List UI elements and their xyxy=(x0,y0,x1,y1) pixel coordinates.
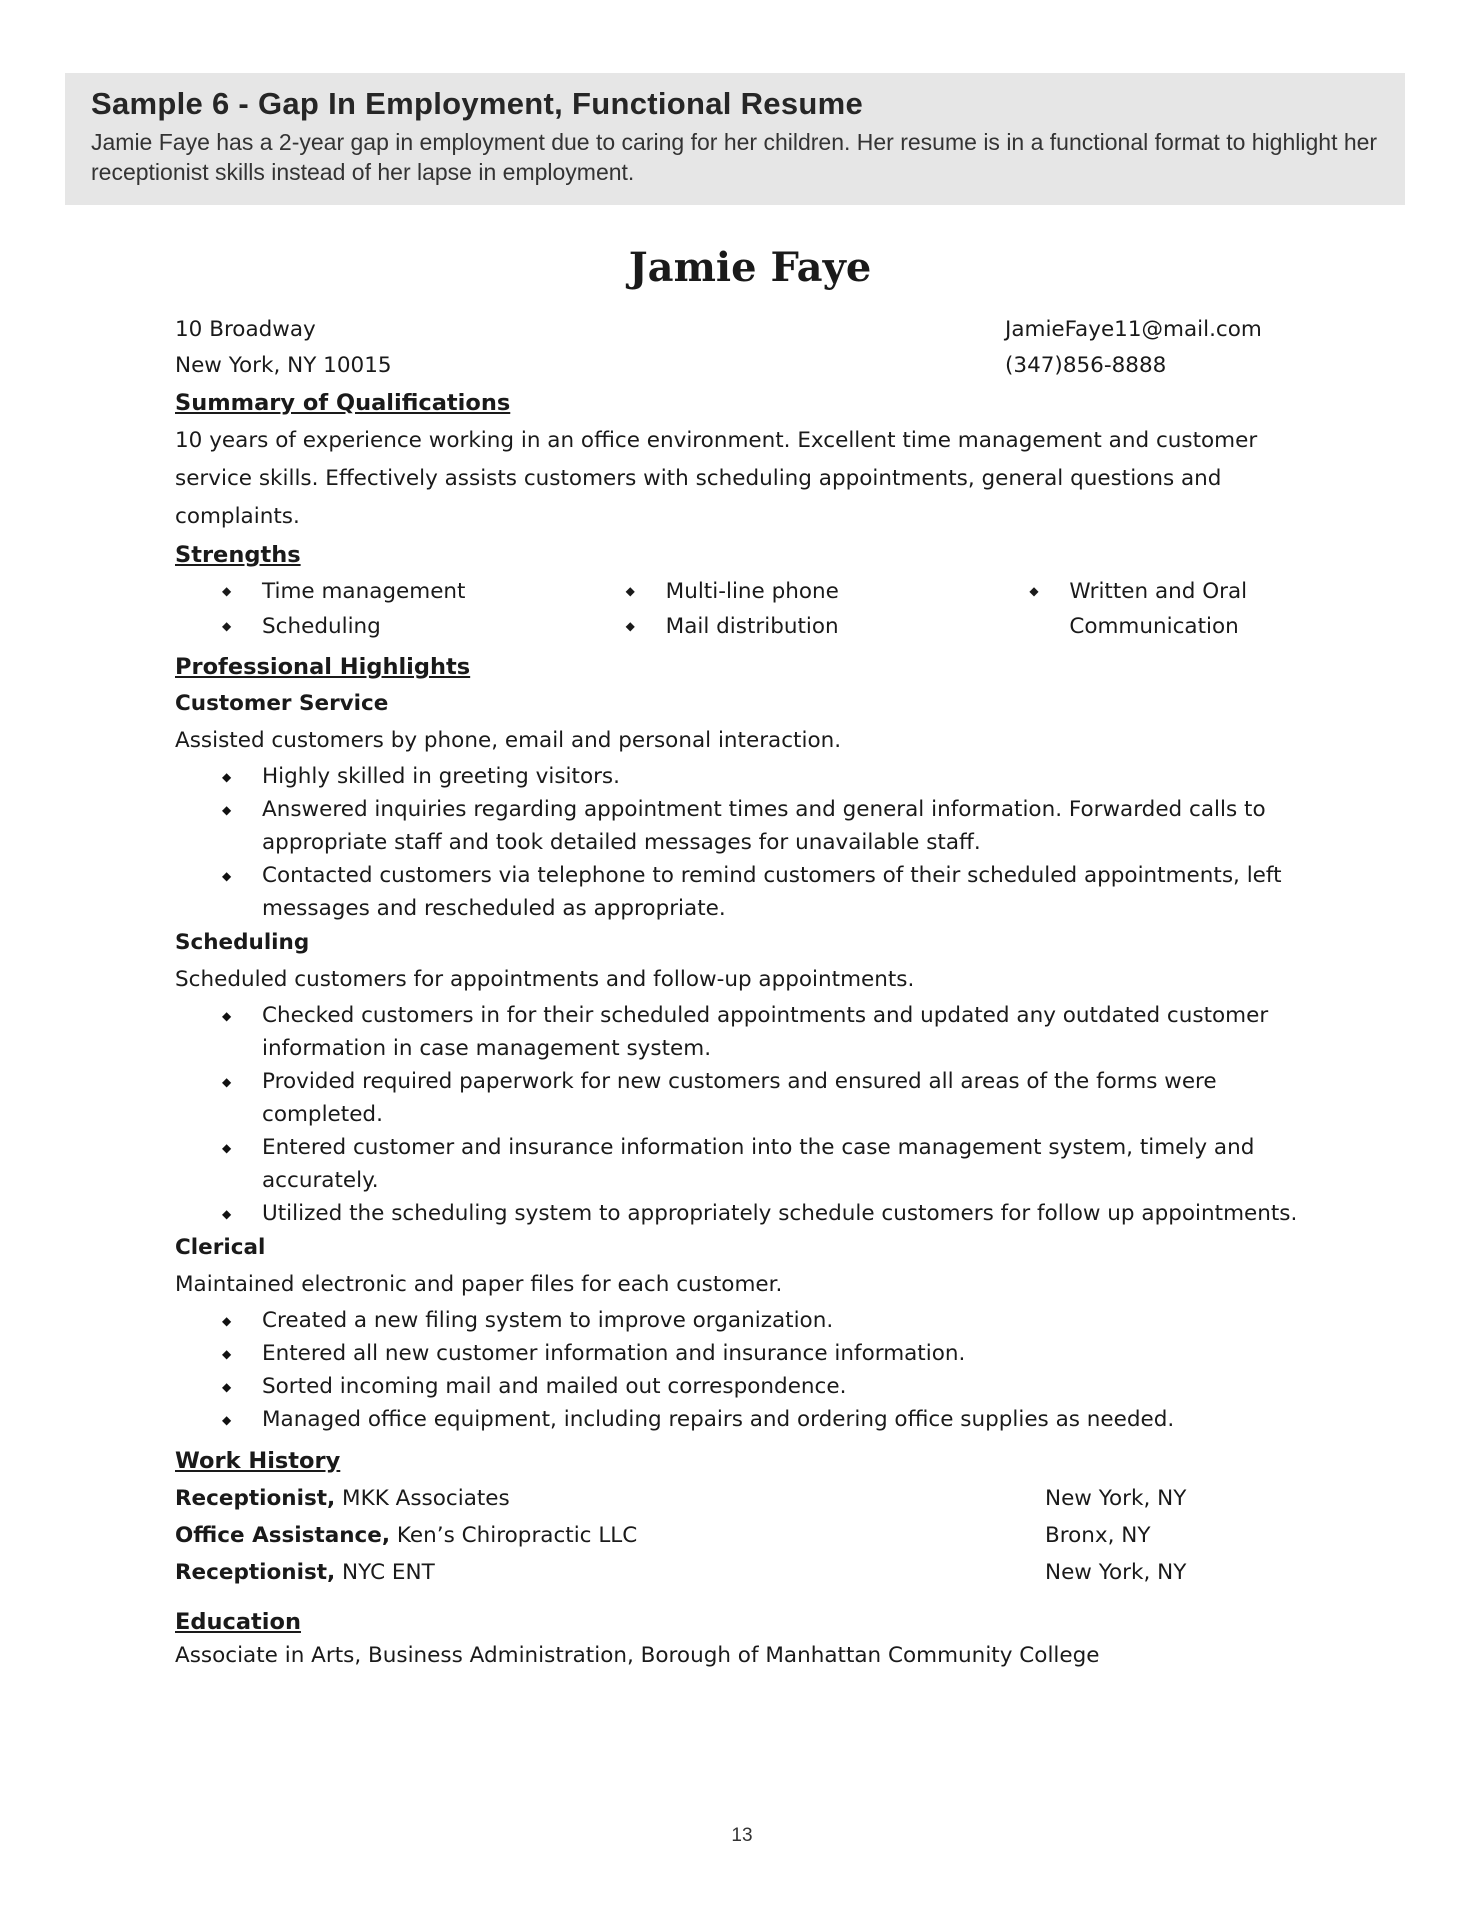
address-line-1: 10 Broadway xyxy=(175,317,316,342)
strength-label: Multi-line phone xyxy=(665,579,839,604)
diamond-bullet-icon: ◆ xyxy=(222,1347,232,1361)
diamond-bullet-icon: ◆ xyxy=(222,584,232,598)
strengths-grid xyxy=(175,574,1325,644)
job-title: Receptionist, xyxy=(175,1560,336,1585)
strength-label: Time management xyxy=(262,579,466,604)
job-entry xyxy=(175,1517,637,1554)
list-item-text: Sorted incoming mail and mailed out correspondence. xyxy=(262,1374,847,1399)
list-item-text: Entered all new customer information and insurance information. xyxy=(262,1341,966,1366)
clerical-intro: Maintained electronic and paper files for each customer. xyxy=(175,1272,783,1297)
strength-label: Mail distribution xyxy=(665,614,839,639)
diamond-bullet-icon: ◆ xyxy=(222,1009,232,1023)
scheduling-title: Scheduling xyxy=(175,930,310,955)
diamond-bullet-icon: ◆ xyxy=(222,1207,232,1221)
job-entry xyxy=(175,1554,435,1591)
job-employer: NYC ENT xyxy=(342,1560,435,1585)
list-item xyxy=(222,999,1325,1065)
summary-heading: Summary of Qualifications xyxy=(175,390,511,416)
strength-item xyxy=(1029,574,1325,644)
diamond-bullet-icon: ◆ xyxy=(222,803,232,817)
work-history-row xyxy=(175,1517,1325,1554)
diamond-bullet-icon: ◆ xyxy=(625,619,635,633)
resume xyxy=(175,238,1325,1671)
list-item-text: Provided required paperwork for new customers and ensured all areas of the forms were completed. xyxy=(262,1069,1217,1127)
diamond-bullet-icon: ◆ xyxy=(625,584,635,598)
work-history-heading: Work History xyxy=(175,1448,341,1474)
job-employer: MKK Associates xyxy=(342,1486,510,1511)
page-number: 13 xyxy=(731,1825,753,1846)
list-item-text: Entered customer and insurance information into the case management system, timely and accurately. xyxy=(262,1135,1255,1193)
job-location: New York, NY xyxy=(1045,1560,1187,1585)
job-title: Receptionist, xyxy=(175,1486,336,1511)
sample-banner xyxy=(65,73,1405,205)
list-item-text: Utilized the scheduling system to appropriately schedule customers for follow up appointments. xyxy=(262,1201,1298,1226)
list-item-text: Created a new filing system to improve organization. xyxy=(262,1308,834,1333)
contact-row-1 xyxy=(175,312,1325,348)
list-item xyxy=(222,793,1325,859)
strength-item xyxy=(625,574,983,609)
strengths-column-3 xyxy=(982,574,1325,644)
email: JamieFaye11@mail.com xyxy=(1005,317,1262,342)
strengths-heading: Strengths xyxy=(175,542,301,568)
list-item xyxy=(222,1131,1325,1197)
strength-label: Scheduling xyxy=(262,614,381,639)
banner-title: Sample 6 - Gap In Employment, Functional Resume xyxy=(91,86,864,121)
diamond-bullet-icon: ◆ xyxy=(222,1413,232,1427)
diamond-bullet-icon: ◆ xyxy=(1029,584,1039,598)
strength-item xyxy=(222,609,579,644)
diamond-bullet-icon: ◆ xyxy=(222,1314,232,1328)
diamond-bullet-icon: ◆ xyxy=(222,1075,232,1089)
diamond-bullet-icon: ◆ xyxy=(222,770,232,784)
highlights-heading: Professional Highlights xyxy=(175,654,471,680)
phone: (347)856-8888 xyxy=(1005,353,1167,378)
list-item-text: Highly skilled in greeting visitors. xyxy=(262,764,620,789)
list-item xyxy=(222,760,1325,793)
strength-label: Written and Oral Communication xyxy=(1069,579,1248,639)
list-item xyxy=(222,1403,1325,1436)
diamond-bullet-icon: ◆ xyxy=(222,1141,232,1155)
summary-text: 10 years of experience working in an office environment. Excellent time management and customer service skills. Effectively assists customers with scheduling appointments, general questions and complaints. xyxy=(175,428,1258,529)
strength-item xyxy=(625,609,983,644)
clerical-list xyxy=(175,1304,1325,1436)
list-item-text: Managed office equipment, including repairs and ordering office supplies as needed. xyxy=(262,1407,1175,1432)
work-history-row xyxy=(175,1480,1325,1517)
customer-service-intro: Assisted customers by phone, email and personal interaction. xyxy=(175,728,842,753)
job-entry xyxy=(175,1480,510,1517)
list-item xyxy=(222,1197,1325,1230)
clerical-title: Clerical xyxy=(175,1235,266,1260)
scheduling-intro: Scheduled customers for appointments and follow-up appointments. xyxy=(175,967,915,992)
list-item xyxy=(222,1304,1325,1337)
banner-description: Jamie Faye has a 2-year gap in employment due to caring for her children. Her resume is in a functional format to highlight her receptionist skills instead of her lapse in employment. xyxy=(91,129,1378,185)
list-item xyxy=(222,1370,1325,1403)
diamond-bullet-icon: ◆ xyxy=(222,1380,232,1394)
education-text: Associate in Arts, Business Administration, Borough of Manhattan Community College xyxy=(175,1643,1100,1668)
list-item-text: Answered inquiries regarding appointment times and general information. Forwarded calls to appropriate staff and took detailed messages for unavailable staff. xyxy=(262,797,1266,855)
work-history-row xyxy=(175,1554,1325,1591)
list-item xyxy=(222,859,1325,925)
list-item-text: Checked customers in for their scheduled appointments and updated any outdated customer information in case management system. xyxy=(262,1003,1269,1061)
strength-item xyxy=(222,574,579,609)
list-item xyxy=(222,1065,1325,1131)
address-line-2: New York, NY 10015 xyxy=(175,353,392,378)
job-employer: Ken’s Chiropractic LLC xyxy=(396,1523,638,1548)
job-location: New York, NY xyxy=(1045,1486,1187,1511)
diamond-bullet-icon: ◆ xyxy=(222,619,232,633)
contact-row-2 xyxy=(175,348,1325,384)
job-location: Bronx, NY xyxy=(1045,1523,1151,1548)
customer-service-title: Customer Service xyxy=(175,691,389,716)
resume-name: Jamie Faye xyxy=(628,244,872,291)
customer-service-list xyxy=(175,760,1325,925)
diamond-bullet-icon: ◆ xyxy=(222,869,232,883)
education-heading: Education xyxy=(175,1609,301,1635)
strengths-column-1 xyxy=(175,574,579,644)
list-item-text: Contacted customers via telephone to remind customers of their scheduled appointments, left messages and rescheduled as appropriate. xyxy=(262,863,1282,921)
scheduling-list xyxy=(175,999,1325,1230)
strengths-column-2 xyxy=(579,574,983,644)
list-item xyxy=(222,1337,1325,1370)
job-title: Office Assistance, xyxy=(175,1523,391,1548)
